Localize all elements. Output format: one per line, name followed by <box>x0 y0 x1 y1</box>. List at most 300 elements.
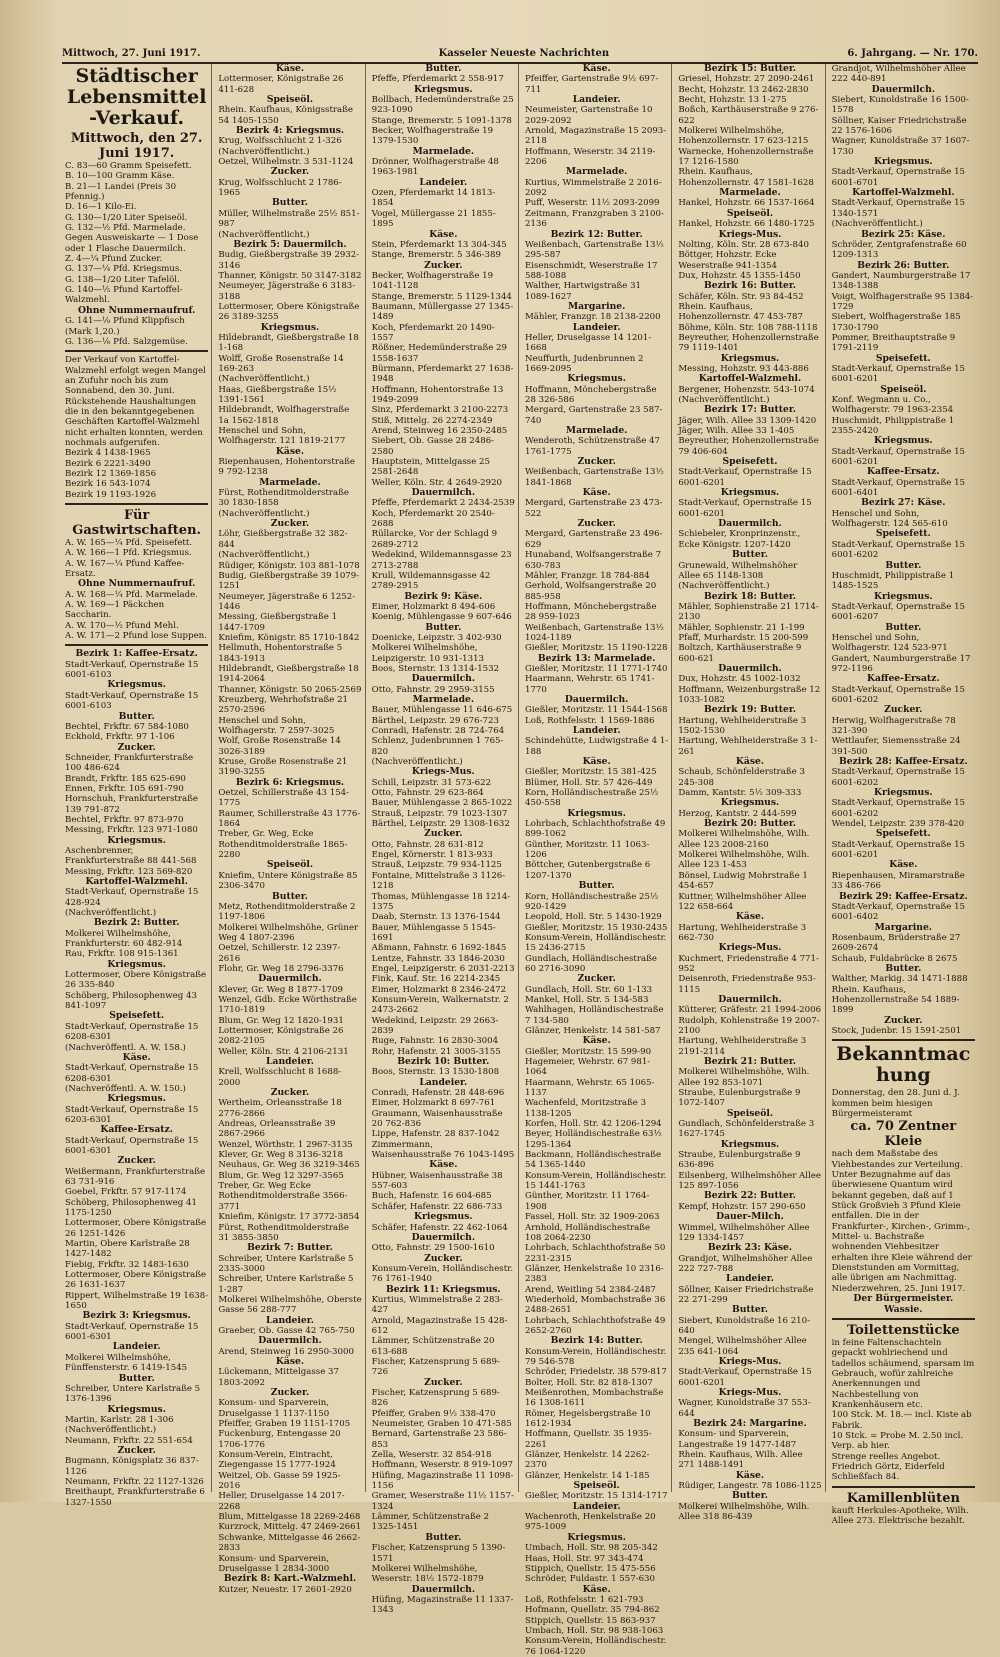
listing-line: Bechtel, Frkftr. 97 873-970 <box>65 814 184 825</box>
listing-line: (Nachveröffentlicht.) <box>65 1425 157 1436</box>
listing-line: Molkerei Wilhelmshöhe, Wilh. Allee 318 86-439 <box>678 1501 810 1523</box>
listing-line: Stadt-Verkauf, Opernstraße 15 6001-6202 <box>831 539 966 561</box>
listing-line: Koch, Pferdemarkt 20 1490-1557 <box>371 322 495 343</box>
section-heading: Kaffee-Ersatz. <box>866 673 940 685</box>
listing-line: Bechtel, Frkftr. 67 584-1080 <box>65 721 189 732</box>
section-heading: Kriegsmus. <box>567 373 626 385</box>
column-container <box>62 63 978 1657</box>
listing-line: Walther, Markig. 34 1471-1888 <box>831 974 968 985</box>
listing-line: Hartung, Wehlheiderstraße 3 2191-2114 <box>678 1036 807 1057</box>
listing-line: Gießler, Moritzstr. 11 1771-1740 <box>524 663 668 674</box>
subheadline: Für Gastwirtschaften. <box>72 508 202 538</box>
listing-line: Raumer, Schillerstraße 43 1776-1864 <box>218 808 361 830</box>
listing-line: Wertheim, Orleansstraße 18 2776-2866 <box>218 1098 342 1119</box>
listing-line: Hildebrandt, Gießbergstraße 18 1914-2064 <box>218 663 359 685</box>
listing-line: Lottermoser, Königstraße 26 411-628 <box>218 74 344 95</box>
listing-line: Konsum-Verein, Holländischestr. 76 1064-1220 <box>524 1636 667 1657</box>
listing-line: Ozen, Pferdemarkt 14 1813-1854 <box>371 188 496 209</box>
listing-line: Oetzel, Schillerstr. 12 2397-2616 <box>218 943 341 964</box>
listing-line: Molkerei Wilhelmshöhe, Wilh. Allee 123 2008-2160 <box>678 829 810 850</box>
listing-line: Kempf, Hohzstr. 157 290-650 <box>678 1201 806 1212</box>
listing-line: Stadt-Verkauf, Opernstraße 15 6001-6701 <box>831 167 966 188</box>
header-issue: 6. Jahrgang. — Nr. 170. <box>847 47 978 59</box>
listing-line: Wagner, Kunoldstraße 37 553-644 <box>678 1398 811 1419</box>
section-heading: Butter. <box>118 1372 155 1384</box>
section-heading: Kriegsmus. <box>107 958 166 970</box>
listing-line: Gießler, Moritzstr. 11 1544-1568 <box>524 705 668 716</box>
section-heading: Zucker. <box>270 1387 310 1398</box>
listing-line: Lottermoser, Obere Königstraße 26 3189-3255 <box>218 301 360 323</box>
listing-line: Z. 4—¼ Pfund Zucker. <box>65 254 163 265</box>
section-heading: Margarine. <box>874 921 932 933</box>
listing-line: Lückemann, Mittelgasse 37 1803-2092 <box>218 1367 339 1388</box>
listing-line: Stein, Pferdemarkt 13 304-345 <box>371 239 507 250</box>
listing-line: Gießler, Moritzstr. 15 1930-2435 <box>524 922 668 933</box>
divider <box>65 644 208 646</box>
section-heading: Der Bürgermeister. <box>853 1293 954 1305</box>
listing-line: Mengel, Wilhelmshöher Allee 235 641-1064 <box>678 1336 807 1357</box>
divider <box>65 350 208 352</box>
listing-line: Neuhaus, Gr. Weg 36 3219-3465 <box>218 1160 360 1171</box>
section-heading: Käse. <box>275 445 305 457</box>
listing-line: Donnerstag, den 28. Juni d. J. kommen beim hiesigen Bürgermeisteramt <box>831 1088 960 1119</box>
listing-line: Siebert, Kunoldstraße 16 210-640 <box>678 1315 810 1336</box>
listing-line: Krug, Wolfsschlucht 2 1-326 <box>218 136 342 147</box>
listing-line: Pfeffe, Pferdemarkt 2 2434-2539 <box>371 498 515 509</box>
section-heading: Butter. <box>885 962 922 974</box>
listing-line: Fischer, Katzensprung 5 689-826 <box>371 1388 500 1409</box>
subheadline: Toilettenstücke <box>846 1322 960 1338</box>
listing-line: Strauß, Leipzstr. 79 934-1125 <box>371 860 502 871</box>
section-heading: Speiseöl. <box>726 1107 774 1119</box>
listing-line: Stadt-Verkauf, Opernstraße 15 6001-6201 <box>831 363 966 385</box>
listing-line: Hübner, Waisenhausstraße 38 557-603 <box>371 1170 503 1192</box>
listing-line: Schäfer, Hafenstr. 22 462-1064 <box>371 1222 508 1233</box>
listing-line: Becht, Hohzstr. 13 2462-2830 <box>678 84 809 95</box>
listing-line: (Nachveröffentlicht.) <box>218 374 310 385</box>
listing-line: Neuffurth, Judenbrunnen 2 1669-2095 <box>524 353 644 374</box>
listing-line: Mähler, Franzgr. 18 2138-2200 <box>524 312 661 323</box>
listing-line: Söllner, Kaiser Friedrichstraße 22 1576-1606 <box>831 115 967 137</box>
section-heading: Bezirk 12: Butter. <box>550 228 643 240</box>
section-heading: Landeier. <box>572 725 621 736</box>
listing-line: Graeber, Ob. Gasse 42 765-750 <box>218 1325 355 1336</box>
listing-line: Eimer, Holzmarkt 8 494-606 <box>371 601 496 612</box>
col-6 <box>829 64 978 1526</box>
listing-line: Hoffmann, Hohentorstraße 13 1949-2099 <box>371 384 504 405</box>
col-4 <box>522 63 672 1657</box>
listing-line: Koch, Pferdemarkt 20 2540-2688 <box>371 508 495 530</box>
listing-line: Siebert, Ob. Gasse 28 2486-2580 <box>371 436 495 457</box>
listing-line: Otto, Fahnstr. 29 2959-3155 <box>371 684 495 695</box>
section-heading: Bezirk 5: Dauermilch. <box>233 238 347 250</box>
listing-line: Stadt-Verkauf, Opernstraße 15 6001-6201 <box>831 446 966 468</box>
listing-line: Weitzel, Ob. Gasse 59 1925-2016 <box>218 1470 341 1492</box>
section-heading: Speiseöl. <box>266 859 314 871</box>
listing-line: Schreiber, Untere Karlstraße 5 1-287 <box>218 1274 354 1295</box>
listing-line: Riepenhausen, Miramarstraße 33 486-766 <box>831 870 965 892</box>
listing-line: Breithaupt, Frankfurterstraße 6 1327-1550 <box>65 1487 205 1508</box>
listing-line: Römer, Hegelsbergstraße 10 1612-1934 <box>524 1408 651 1430</box>
listing-line: Loß, Rothfelsstr. 1 621-793 <box>524 1594 644 1605</box>
listing-line: Walther, Hartwigstraße 31 1089-1627 <box>524 281 642 302</box>
listing-line: Boos, Sternstr. 13 1530-1808 <box>371 1067 500 1078</box>
section-heading: Speisefett. <box>875 528 931 540</box>
section-heading: Dauermilch. <box>411 673 476 685</box>
listing-line: Pfeffe, Pferdemarkt 2 558-917 <box>371 74 504 85</box>
listing-line: Wenzel, Gdb. Ecke Wörthstraße 1710-1819 <box>218 994 357 1016</box>
listing-line: Stadt-Verkauf, Opernstraße 15 6001-6202 <box>831 767 966 788</box>
section-heading: Dauermilch. <box>411 1583 476 1595</box>
listing-line: Loß, Rothfelsstr. 1 1569-1886 <box>524 715 655 726</box>
listing-line: Riepenhausen, Hohentorstraße 9 792-1238 <box>218 457 355 478</box>
listing-line: Rüllarcke, Vor der Schlagd 9 2689-2712 <box>371 529 498 550</box>
listing-line: Flohr, Gr. Weg 18 2796-3376 <box>218 963 344 974</box>
section-heading: Zucker. <box>117 741 156 753</box>
listing-line: Hildebrandt, Wolfhagerstraße 1a 1562-1818 <box>218 405 350 426</box>
section-heading: Bezirk 26: Butter. <box>857 259 950 271</box>
listing-line: Stadt-Verkauf, Opernstraße 15 6208-6301 <box>65 1021 199 1043</box>
section-heading: Käse. <box>735 911 765 923</box>
listing-line: Der Verkauf von Kartoffel-Walzmehl erfolgt wegen Mangel an Zufuhr noch bis zum Sonnabend, den 30. Juni. Rückstehende Haushaltungen die in den bekanntgegebenen Geschäften Kartoffel-Walzmehl nicht erhalten konnten, werden nochmals aufgerufen. <box>65 355 206 448</box>
subheadline: Mittwoch, den 27. Juni 1917. <box>70 131 203 161</box>
listing-line: Wachenfeld, Moritzstraße 3 1138-1205 <box>524 1098 647 1119</box>
listing-line: Grunewald, Wilhelmshöher Allee 65 1148-1308 <box>678 560 798 581</box>
listing-line: Krell, Wolfsschlucht 8 1688-2000 <box>218 1067 342 1088</box>
listing-line: Bönsel, Ludwig Mohrstraße 1 454-657 <box>678 870 808 892</box>
listing-line: Henschel und Sohn, Wolfhagerstr. 121 1819-2177 <box>218 426 346 447</box>
section-heading: Zucker. <box>424 259 463 271</box>
listing-line: Deisenroth, Friedenstraße 953-1115 <box>678 974 816 995</box>
listing-line: Martin, Obere Karlstraße 28 1427-1482 <box>65 1239 190 1260</box>
listing-line: Pommer, Breithauptstraße 9 1791-2119 <box>831 332 956 354</box>
listing-line: Günther, Moritzstr. 11 1063-1206 <box>524 839 650 861</box>
section-heading: Käse. <box>429 228 458 240</box>
listing-line: Henschel und Sohn, Wolfhagerstr. 124 565-610 <box>831 508 948 530</box>
section-heading: Marmelade. <box>565 166 628 178</box>
listing-line: Fuckenburg, Entengasse 20 1706-1776 <box>218 1429 341 1450</box>
section-heading: Bezirk 20: Butter. <box>703 818 797 830</box>
listing-line: Wendel, Leipzstr. 239 378-420 <box>831 819 965 830</box>
listing-line: Wolff, Große Rosenstraße 14 169-263 <box>218 353 344 374</box>
listing-line: Engel, Körnerstr. 1 813-933 <box>371 850 493 861</box>
section-heading: Bezirk 15: Butter. <box>703 63 797 74</box>
listing-line: Martin, Karlstr. 28 1-306 <box>65 1414 174 1425</box>
listing-line: Griesel, Hohzstr. 27 2090-2461 <box>678 74 815 85</box>
listing-line: Straube, Eulenburgstraße 9 1072-1407 <box>678 1088 801 1109</box>
section-heading: Kriegsmus. <box>874 435 933 447</box>
listing-line: Wimmel, Wilhelmshöher Allee 129 1334-1457 <box>678 1222 810 1243</box>
section-heading: Butter. <box>425 621 462 633</box>
listing-line: Boos, Sternstr. 13 1314-1532 <box>371 663 500 674</box>
section-heading: Bezirk 28: Kaffee-Ersatz. <box>838 756 968 768</box>
listing-line: Lottermoser, Obere Königstraße 26 1251-1426 <box>65 1218 207 1239</box>
section-heading: Bezirk 25: Käse. <box>861 228 946 240</box>
section-heading: Kriegsmus. <box>720 487 780 499</box>
listing-line: Mergard, Gartenstraße 23 587-740 <box>524 405 663 426</box>
listing-line: Haarmann, Wehrstr. 65 1065-1137 <box>524 1077 655 1099</box>
section-heading: Landeier. <box>572 1500 621 1512</box>
listing-line: Lippe, Hafenstr. 28 837-1042 <box>371 1129 500 1140</box>
section-heading: Kriegs-Mus. <box>718 1387 782 1398</box>
listing-line: Mankel, Holl. Str. 5 134-583 <box>524 994 649 1005</box>
listing-line: Dux, Hohzstr. 45 1355-1450 <box>678 270 801 281</box>
listing-line: Fontaine, Mittelstraße 3 1126-1218 <box>371 870 506 892</box>
listing-line: Fiebig, Frkftr. 32 1483-1630 <box>65 1259 189 1270</box>
section-heading: Marmelade. <box>719 187 781 199</box>
section-heading: Käse. <box>889 859 918 871</box>
listing-line: Stadt-Verkauf, Opernstraße 15 6001-6202 <box>831 684 966 705</box>
listing-line: Molkerei Wilhelmshöhe, Weserstr. 18½ 1572-1879 <box>371 1563 484 1585</box>
listing-line: Eimer, Holzmarkt 8 2346-2472 <box>371 984 507 995</box>
section-heading: Bezirk 10: Butter. <box>397 1056 490 1067</box>
header-title: Kasseler Neueste Nachrichten <box>438 47 610 59</box>
listing-line: Eckhold, Frkftr. 97 1-106 <box>65 732 175 743</box>
divider <box>832 1318 975 1320</box>
listing-line: Stadt-Verkauf, Opernstraße 15 6001-6202 <box>831 798 966 819</box>
section-heading: Landeier. <box>266 1056 314 1067</box>
listing-line: Metz, Rothenditmolderstraße 2 1197-1806 <box>218 901 356 923</box>
listing-line: Bezirk 4 1438-1965 <box>65 448 151 459</box>
listing-line: Arnold, Magazinstraße 15 428-612 <box>371 1315 508 1336</box>
listing-line: Molkerei Wilhelmshöhe, Frankfurterstr. 60 482-914 <box>65 928 183 950</box>
listing-line: Hoffmann, Mönchebergstraße 28 326-586 <box>524 384 657 405</box>
section-heading: Kriegsmus. <box>260 321 320 333</box>
listing-line: Gießler, Moritzstr. 15 599-90 <box>524 1046 652 1057</box>
section-heading: Wassie. <box>884 1303 923 1315</box>
listing-line: Niederzwehren, 25. Juni 1917. <box>831 1283 966 1294</box>
section-heading: Speiseöl. <box>726 207 774 219</box>
listing-line: Glänzer, Henkelstr. 14 581-587 <box>524 1025 661 1036</box>
listing-line: Bernard, Gartenstraße 23 586-853 <box>371 1429 507 1450</box>
listing-line: Otto, Fahnstr. 29 1500-1610 <box>371 1243 495 1254</box>
listing-line: Treber, Gr. Weg, Ecke Rothenditmolderstraße 1865-2280 <box>218 829 348 861</box>
listing-line: Hornschuh, Frankfurterstraße 139 791-872 <box>65 794 198 815</box>
listing-line: G. 141—⅛ Pfund Klippfisch (Mark 1,20.) <box>65 316 185 337</box>
listing-line: Huschmidt, Philippistraße 1 1485-1525 <box>831 570 955 592</box>
listing-line: Lottermoser, Obere Königstraße 26 1631-1637 <box>65 1270 207 1291</box>
listing-line: Stadt-Verkauf, Opernstraße 15 6001-6401 <box>831 477 966 499</box>
listing-line: Andreas, Orleansstraße 39 2867-2966 <box>218 1119 336 1140</box>
listing-line: Bauer, Mühlengasse 5 1545-1691 <box>371 922 496 943</box>
divider <box>65 503 208 505</box>
listing-line: Konsum- und Sparverein, Druselgasse 1 2834-3000 <box>218 1553 330 1574</box>
listing-line: Fink, Kauf. Str. 16 2214-2345 <box>371 974 501 985</box>
listing-line: D. 16—1 Kilo-Ei. <box>65 202 137 213</box>
listing-line: Herwig, Wolfhagerstraße 78 321-390 <box>831 715 956 736</box>
listing-line: Stadt-Verkauf, Opernstraße 15 1340-1571 <box>831 198 966 219</box>
section-heading: Margarine. <box>567 300 626 312</box>
listing-line: Pfeiffer, Graben 9½ 338-470 <box>371 1408 496 1419</box>
listing-line: Hoffmann, Weserstr. 8 919-1097 <box>371 1460 513 1471</box>
section-heading: Speisefett. <box>875 828 931 840</box>
listing-line: Gundlach, Holl. Str. 60 1-133 <box>524 984 653 995</box>
listing-line: Fischer, Katzensprung 5 689-726 <box>371 1356 500 1378</box>
listing-line: Wedekind, Wildemannsgasse 23 2713-2788 <box>371 550 512 571</box>
listing-line: Lämmer, Schützenstraße 20 613-688 <box>371 1336 495 1357</box>
listing-line: Puff, Weserstr. 11½ 2093-2099 <box>524 198 660 209</box>
listing-line: Blum, Mittelgasse 18 2269-2468 <box>218 1512 361 1523</box>
listing-line: Mergard, Gartenstraße 23 473-522 <box>524 498 663 519</box>
section-heading: Zucker. <box>424 1376 463 1388</box>
listing-line: Vogel, Müllergasse 21 1855-1895 <box>371 208 496 230</box>
section-heading: Kartoffel-Walzmehl. <box>698 373 802 385</box>
section-heading: Butter. <box>578 880 615 892</box>
listing-line: Arend, Weitling 54 2384-2487 <box>524 1284 656 1295</box>
listing-line: Gandert, Naumburgerstraße 17 972-1196 <box>831 653 971 674</box>
listing-line: Umbach, Holl. Str. 98 938-1063 <box>524 1625 664 1636</box>
section-heading: Butter. <box>885 559 922 571</box>
listing-line: Klever, Gr. Weg 8 3136-3218 <box>218 1150 343 1161</box>
listing-line: Neumeister, Graben 10 471-585 <box>371 1419 512 1430</box>
listing-line: Haarmann, Wehrstr. 65 1741-1770 <box>524 674 655 695</box>
section-heading: Kaffee-Ersatz. <box>100 1124 173 1136</box>
listing-line: Schröder, Friedelstr. 38 579-817 <box>524 1367 667 1378</box>
listing-line: Voigt, Wolfhagerstraße 95 1384-1729 <box>831 291 974 312</box>
section-heading: Kriegsmus. <box>107 1403 166 1415</box>
section-heading: Kaffee-Ersatz. <box>866 466 940 478</box>
listing-line: Stadt-Verkauf, Opernstraße 15 6001-6103 <box>65 659 199 681</box>
listing-line: Bergener, Hohenzstr. 543-1074 <box>678 384 815 395</box>
section-heading: Kriegsmus. <box>567 1531 626 1543</box>
section-heading: Dauer-Milch. <box>716 1211 784 1223</box>
listing-line: Kreuzberg, Wehrhofstraße 21 2570-2596 <box>218 694 349 716</box>
listing-line: (Nachveröffentlicht.) <box>218 550 310 561</box>
listing-line: (Nachveröffentlicht.) <box>371 757 463 768</box>
listing-line: Bauer, Mühlengasse 2 865-1022 <box>371 798 513 809</box>
listing-line: Strauß, Leipzstr. 79 1023-1307 <box>371 808 508 819</box>
listing-line: Umbach, Holl. Str. 98 205-342 <box>524 1543 658 1554</box>
listing-line: Thomas, Mühlengasse 18 1214-1375 <box>371 891 511 912</box>
section-heading: Bezirk 16: Butter. <box>703 280 797 292</box>
listing-line: Friedrich Görtz, Eiderfeld Schließfach 84. <box>831 1461 945 1483</box>
listing-line: Böhme, Köln. Str. 108 788-1118 <box>678 322 818 333</box>
listing-line: Budig, Gießbergstraße 39 2932-3146 <box>218 250 360 271</box>
listing-line: Warnecke, Hohenzollernstraße 17 1216-1580 <box>678 146 814 168</box>
section-heading: Käse. <box>582 756 611 768</box>
listing-line: Stippich, Quellstr. 15 863-937 <box>524 1615 656 1626</box>
listing-line: Nolting, Köln. Str. 28 673-840 <box>678 239 809 250</box>
col-5 <box>675 63 825 1523</box>
listing-line: Gießler, Moritzstr. 15 1190-1228 <box>524 643 668 654</box>
listing-line: Bezirk 19 1193-1926 <box>65 489 157 500</box>
section-heading: Bezirk 4: Kriegsmus. <box>235 125 345 137</box>
section-heading: Dauermilch. <box>411 487 476 499</box>
listing-line: Schiebeler, Kronprinzenstr., Ecke Königstr. 1207-1420 <box>678 529 801 550</box>
listing-line: Kniefim, Untere Königstraße 85 2306-3470 <box>218 870 358 892</box>
section-heading: Dauermilch. <box>258 973 322 985</box>
listing-line: Gerhold, Wolfsangerstraße 20 885-958 <box>524 581 657 602</box>
listing-line: Schreiber, Untere Karlstraße 5 2335-3000 <box>218 1253 354 1274</box>
listing-line: Rosenbaum, Brüderstraße 27 2609-2674 <box>831 932 961 954</box>
listing-line: Hildebrandt, Gießbergstraße 18 1-168 <box>218 332 359 354</box>
listing-line: Schaub, Schönfelderstraße 3 245-308 <box>678 767 805 788</box>
section-heading: Bezirk 18: Butter. <box>703 590 797 602</box>
section-heading: Kriegsmus. <box>720 797 780 809</box>
section-heading: Butter. <box>425 1531 462 1543</box>
section-heading: Bezirk 29: Kaffee-Ersatz. <box>838 890 968 902</box>
section-heading: Speiseöl. <box>880 383 927 395</box>
listing-line: Rau, Frkftr. 108 915-1361 <box>65 949 179 960</box>
section-heading: Dauermilch. <box>718 662 782 674</box>
section-heading: Zucker. <box>577 973 616 985</box>
listing-line: Ennen, Frkftr. 105 691-790 <box>65 783 184 794</box>
listing-line: Schwanke, Mittelgasse 46 2662-2833 <box>218 1532 361 1554</box>
listing-line: Rhein. Kaufhaus, Hohenzollernstr. 47 453-787 <box>678 301 803 323</box>
section-heading: Käse. <box>735 1469 765 1481</box>
section-heading: Zucker. <box>117 1155 156 1167</box>
listing-line: Henschel und Sohn, Wolfhagerstr. 124 523-971 <box>831 632 948 654</box>
section-heading: Kriegsmus. <box>874 787 933 799</box>
listing-line: Haas, Holl. Str. 97 343-474 <box>524 1553 644 1564</box>
listing-line: Dux, Hohzstr. 45 1002-1032 <box>678 674 801 685</box>
listing-line: Schneider, Frankfurterstraße 100 486-624 <box>65 752 194 774</box>
listing-line: Konsum-Verein, Holländischestr. 15 1441-1763 <box>524 1170 667 1192</box>
listing-line: Wenderoth, Schützenstraße 47 1761-1775 <box>524 436 661 457</box>
listing-line: Hüfing, Magazinstraße 11 1337-1343 <box>371 1594 514 1616</box>
listing-line: Müller, Wilhelmstraße 25½ 851-987 <box>218 208 360 230</box>
section-heading: Kartoffel-Walzmehl. <box>85 876 188 887</box>
listing-line: Stippich, Quellstr. 15 475-556 <box>524 1563 656 1574</box>
listing-line: Messing, Gießbergstraße 1 1447-1709 <box>218 612 338 633</box>
listing-line: Schöberg, Philosophenweg 41 1175-1250 <box>65 1197 197 1218</box>
section-heading: Kriegsmus. <box>107 679 166 691</box>
listing-line: Gramer, Weserstraße 11½ 1157-1324 <box>371 1491 514 1512</box>
listing-line: Bauer, Mühlengasse 11 646-675 <box>371 705 513 716</box>
listing-line: Arnold, Magazinstraße 15 2093-2118 <box>524 126 667 147</box>
listing-line: Bezirk 16 543-1074 <box>65 479 151 490</box>
section-heading: Speisefett. <box>722 456 778 468</box>
section-heading: Zucker. <box>884 1014 923 1026</box>
listing-line: (Nachveröffentlicht.) <box>218 229 310 240</box>
listing-line: Korfen, Holl. Str. 42 1206-1294 <box>524 1119 662 1130</box>
section-heading: Bezirk 21: Butter. <box>703 1056 797 1067</box>
listing-line: Kruse, Große Rosenstraße 21 3190-3255 <box>218 757 348 778</box>
listing-line: Stadt-Verkauf, Opernstraße 15 6001-6103 <box>65 690 199 712</box>
listing-line: Jäger, Wilh. Allee 33 1309-1420 <box>678 415 817 426</box>
listing-line: Fassel, Holl. Str. 32 1909-2063 <box>524 1212 660 1223</box>
section-heading: Speisefett. <box>875 352 931 364</box>
listing-line: Gießler, Moritzstr. 15 1314-1717 <box>524 1491 668 1502</box>
masthead <box>62 46 978 64</box>
listing-line: Haas, Gießbergstraße 15½ 1391-1561 <box>218 384 337 405</box>
listing-line: Krug, Wolfsschlucht 2 1786-1965 <box>218 177 342 199</box>
listing-line: Molkerei Wilhelmshöhe, Grüner Weg 4 1807-2396 <box>218 922 359 943</box>
listing-line: Hofmann, Quellstr. 35 794-862 <box>524 1605 660 1616</box>
listing-line: nach dem Maßstabe des Viehbestandes zur Verteilung. Unter Bezugnahme auf das überwiesene Quantum wird bekannt gegeben, daß auf 1 Stück Großvieh 3 Pfund Kleie entfallen. Die in der Frankfurter-, Kirchen-, Grimm-, Mittel- u. Bachstraße wohnenden Viehbesitzer erhalten ihre Kleie während der Dienststunden am Vormittag, alle übrigen am Nachmittag. <box>831 1149 972 1284</box>
listing-line: Weißenbach, Gartenstraße 13½ 295-587 <box>524 239 664 261</box>
listing-line: Schindehütte, Ludwigstraße 4 1-188 <box>524 736 669 757</box>
listing-line: G. 137—¼ Pfd. Kriegsmus. <box>65 264 183 275</box>
listing-line: Konsum-Verein, Walkernatstr. 2 2473-2662 <box>371 994 509 1016</box>
headline: Bekanntmachung <box>836 1043 971 1087</box>
listing-line: Kuttner, Wilhelmshöher Allee 122 658-664 <box>678 891 807 912</box>
listing-line: Bürmann, Pferdemarkt 27 1638-1948 <box>371 363 514 385</box>
listing-line: Kurtius, Wimmelstraße 2 283-427 <box>371 1294 503 1316</box>
listing-line: A. W. 167—¼ Pfund Kaffee-Ersatz. <box>65 558 185 580</box>
section-heading: Kriegsmus. <box>720 352 780 364</box>
section-heading: Marmelade. <box>412 145 475 157</box>
section-heading: Bezirk 17: Butter. <box>703 404 797 416</box>
listing-line: Gegen Ausweiskarte — 1 Dose oder 1 Flasche Dauermilch. <box>65 233 199 254</box>
listing-line: G. 138—1/20 Liter Tafelöl. <box>65 274 180 285</box>
listing-line: Treber, Gr. Weg Ecke Rothenditmolderstraße 3566-3771 <box>218 1181 348 1212</box>
section-heading: Zucker. <box>117 1444 156 1456</box>
listing-line: Wolf, Große Rosenstraße 14 3026-3189 <box>218 736 341 757</box>
section-heading: Dauermilch. <box>411 1231 476 1243</box>
listing-line: Hunaband, Wolfsangerstraße 7 630-783 <box>524 550 662 571</box>
listing-line: Mähler, Franzgr. 18 784-884 <box>524 570 650 581</box>
